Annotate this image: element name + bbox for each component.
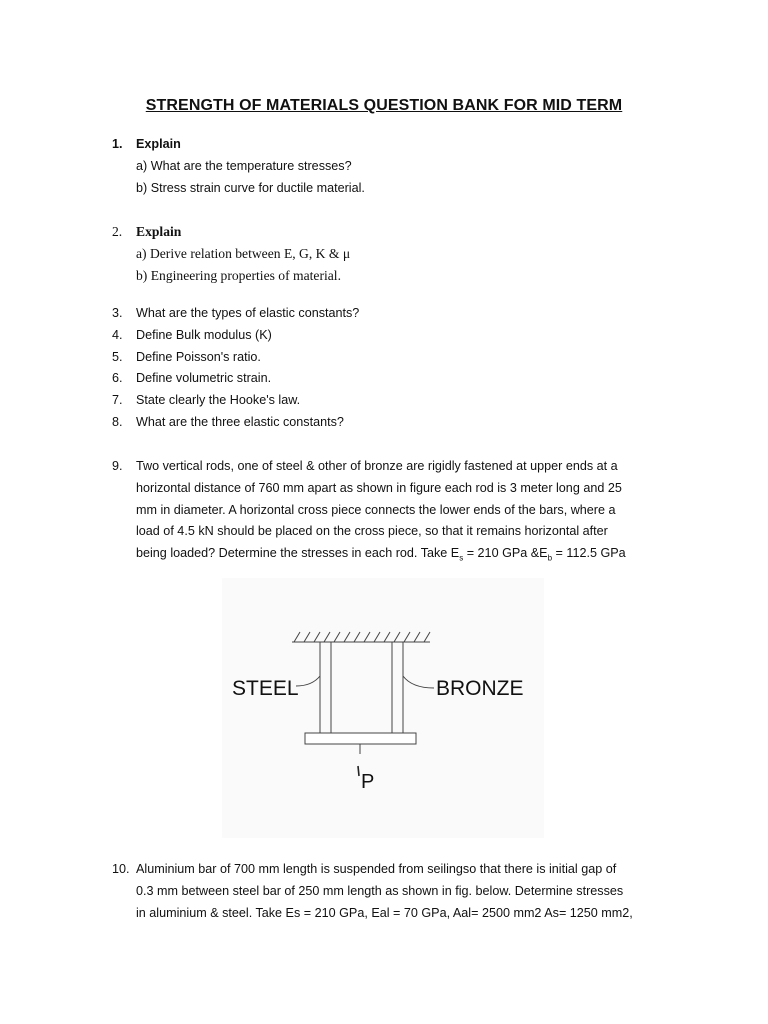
list-item xyxy=(112,412,672,434)
question-line: 0.3 mm between steel bar of 250 mm length as shown in fig. below. Determine stresses xyxy=(136,883,624,898)
question-part-a: a) What are the temperature stresses? xyxy=(136,158,352,173)
rods-figure xyxy=(222,578,544,838)
subscript: b xyxy=(547,553,553,563)
question-line: Two vertical rods, one of steel & other of bronze are rigidly fastened at upper ends at a xyxy=(136,459,618,473)
short-questions-list xyxy=(112,303,672,434)
cross-piece xyxy=(305,733,416,744)
question-line: Aluminium bar of 700 mm length is suspended from seilingso that there is initial gap of xyxy=(136,862,617,876)
question-1 xyxy=(112,134,672,199)
question-heading: Explain xyxy=(136,224,182,239)
question-number: 10. xyxy=(112,862,130,876)
subscript: s xyxy=(459,553,464,563)
question-number: 4. xyxy=(112,327,123,342)
question-10 xyxy=(112,859,672,924)
question-heading: Explain xyxy=(136,137,181,151)
question-text: Define volumetric strain. xyxy=(136,371,272,386)
question-number: 7. xyxy=(112,393,123,408)
question-text: What are the three elastic constants? xyxy=(136,414,344,429)
question-number: 3. xyxy=(112,306,123,320)
list-item xyxy=(112,347,672,369)
question-text: Define Poisson's ratio. xyxy=(136,349,261,364)
question-line: horizontal distance of 760 mm apart as shown in figure each rod is 3 meter long and 25 xyxy=(136,480,622,495)
question-line: mm in diameter. A horizontal cross piece connects the lower ends of the bars, where a xyxy=(136,502,616,517)
list-item xyxy=(112,368,672,390)
line-text: being loaded? Determine the stresses in each rod. Take E xyxy=(136,546,460,561)
question-part-a: a) Derive relation between E, G, K & μ xyxy=(136,245,351,261)
page-title: STRENGTH OF MATERIALS QUESTION BANK FOR MID TERM xyxy=(145,97,623,114)
question-number: 9. xyxy=(112,459,123,473)
question-text: Define Bulk modulus (K) xyxy=(136,327,272,342)
question-part-b: b) Engineering properties of material. xyxy=(136,267,341,283)
question-number: 8. xyxy=(112,414,123,429)
question-number: 2. xyxy=(112,224,123,239)
load-label: P xyxy=(361,771,375,793)
line-text: = 112.5 GPa xyxy=(552,546,626,561)
list-item xyxy=(112,303,672,325)
question-2 xyxy=(112,221,672,286)
question-line xyxy=(136,543,672,569)
list-item xyxy=(112,325,672,347)
question-text: What are the types of elastic constants? xyxy=(136,306,360,320)
question-text: State clearly the Hooke's law. xyxy=(136,393,301,408)
steel-label: STEEL xyxy=(232,677,299,700)
question-line: load of 4.5 kN should be placed on the cross piece, so that it remains horizontal after xyxy=(136,524,608,539)
list-item xyxy=(112,390,672,412)
question-number: 5. xyxy=(112,349,123,364)
question-number: 1. xyxy=(112,137,123,151)
question-line: in aluminium & steel. Take Es = 210 GPa, Eal = 70 GPa, Aal= 2500 mm2 As= 1250 mm2, xyxy=(136,905,633,920)
line-text: = 210 GPa &E xyxy=(463,546,548,561)
question-9 xyxy=(112,456,672,570)
bronze-label: BRONZE xyxy=(436,677,524,700)
question-number: 6. xyxy=(112,371,123,386)
question-part-b: b) Stress strain curve for ductile material. xyxy=(136,180,365,195)
